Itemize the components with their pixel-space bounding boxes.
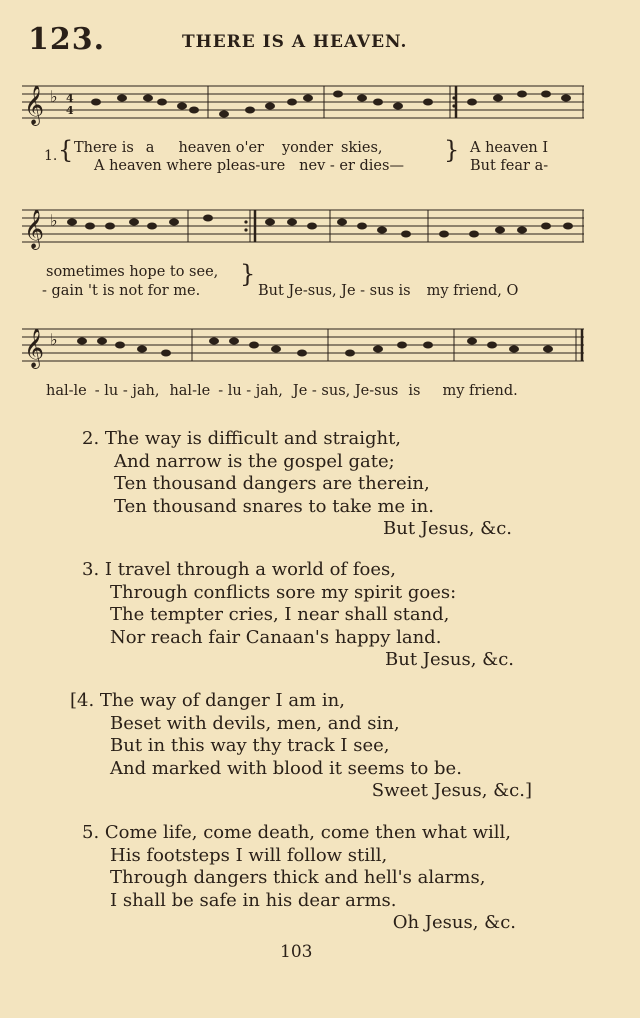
lyric-line: A heaven where pleas-ure nev - er dies— xyxy=(94,158,404,174)
stanza-line: But in this way thy track I see, xyxy=(110,735,390,757)
stanza-line: I shall be safe in his dear arms. xyxy=(110,889,397,911)
music-staff-1 xyxy=(22,82,584,128)
lyric-line: But Je-sus, Je - sus is my friend, O xyxy=(258,283,519,299)
verse-1-number: 1. xyxy=(44,148,58,164)
stanza-chorus-ref: Sweet Jesus, &c.] xyxy=(371,780,532,802)
stanza-chorus-ref: But Jesus, &c. xyxy=(385,649,514,671)
stanza-2 xyxy=(82,428,512,541)
brace: { xyxy=(58,136,74,164)
stanza-line: Ten thousand dangers are therein, xyxy=(114,473,430,495)
stanza-4 xyxy=(70,690,532,803)
svg-text:♭: ♭ xyxy=(50,87,58,106)
stanza-line: [4. The way of danger I am in, xyxy=(70,690,345,711)
stanza-line: 2. The way is difficult and straight, xyxy=(82,428,402,449)
lyric-line: sometimes hope to see, xyxy=(46,264,219,280)
svg-text:♭: ♭ xyxy=(50,330,58,349)
hymn-title: THERE IS A HEAVEN. xyxy=(182,32,408,52)
lyric-line: There is a heaven o'er yonder skies, xyxy=(74,140,383,156)
stanza-line: 3. I travel through a world of foes, xyxy=(82,559,396,580)
svg-text:4: 4 xyxy=(66,92,74,105)
stanza-line: Through conflicts sore my spirit goes: xyxy=(110,581,457,603)
svg-text:𝄞: 𝄞 xyxy=(24,85,45,125)
stanza-line: And narrow is the gospel gate; xyxy=(114,450,395,472)
stanza-line: The tempter cries, I near shall stand, xyxy=(110,604,450,626)
page-number: 103 xyxy=(280,942,313,962)
music-staff-3 xyxy=(22,325,584,371)
lyric-line: But fear a- xyxy=(470,158,549,174)
lyric-line: A heaven I xyxy=(470,140,549,156)
stanza-chorus-ref: Oh Jesus, &c. xyxy=(392,912,516,934)
stanza-line: Ten thousand snares to take me in. xyxy=(114,495,434,517)
stanza-3 xyxy=(82,559,514,672)
stanza-line: Beset with devils, men, and sin, xyxy=(110,712,400,734)
stanza-line: Through dangers thick and hell's alarms, xyxy=(110,867,486,889)
stanza-line: His footsteps I will follow still, xyxy=(110,844,388,866)
stanza-line: Nor reach fair Canaan's happy land. xyxy=(110,626,442,648)
svg-text:4: 4 xyxy=(66,104,74,117)
brace: } xyxy=(444,136,460,164)
music-staff-2 xyxy=(22,206,584,252)
brace: } xyxy=(240,260,256,288)
stanza-5 xyxy=(82,822,542,935)
stanza-line: 5. Come life, come death, come then what will, xyxy=(82,822,511,843)
svg-text:𝄞: 𝄞 xyxy=(24,209,45,249)
stanza-line: And marked with blood it seems to be. xyxy=(110,757,462,779)
svg-text:♭: ♭ xyxy=(50,211,58,230)
svg-text:𝄞: 𝄞 xyxy=(24,328,45,368)
hymn-number: 123. xyxy=(28,22,106,57)
stanza-chorus-ref: But Jesus, &c. xyxy=(383,518,512,540)
lyric-line: hal-le - lu - jah, hal-le - lu - jah, Je - sus, Je-sus is my friend. xyxy=(46,383,518,399)
lyric-line: - gain 't is not for me. xyxy=(42,283,201,299)
